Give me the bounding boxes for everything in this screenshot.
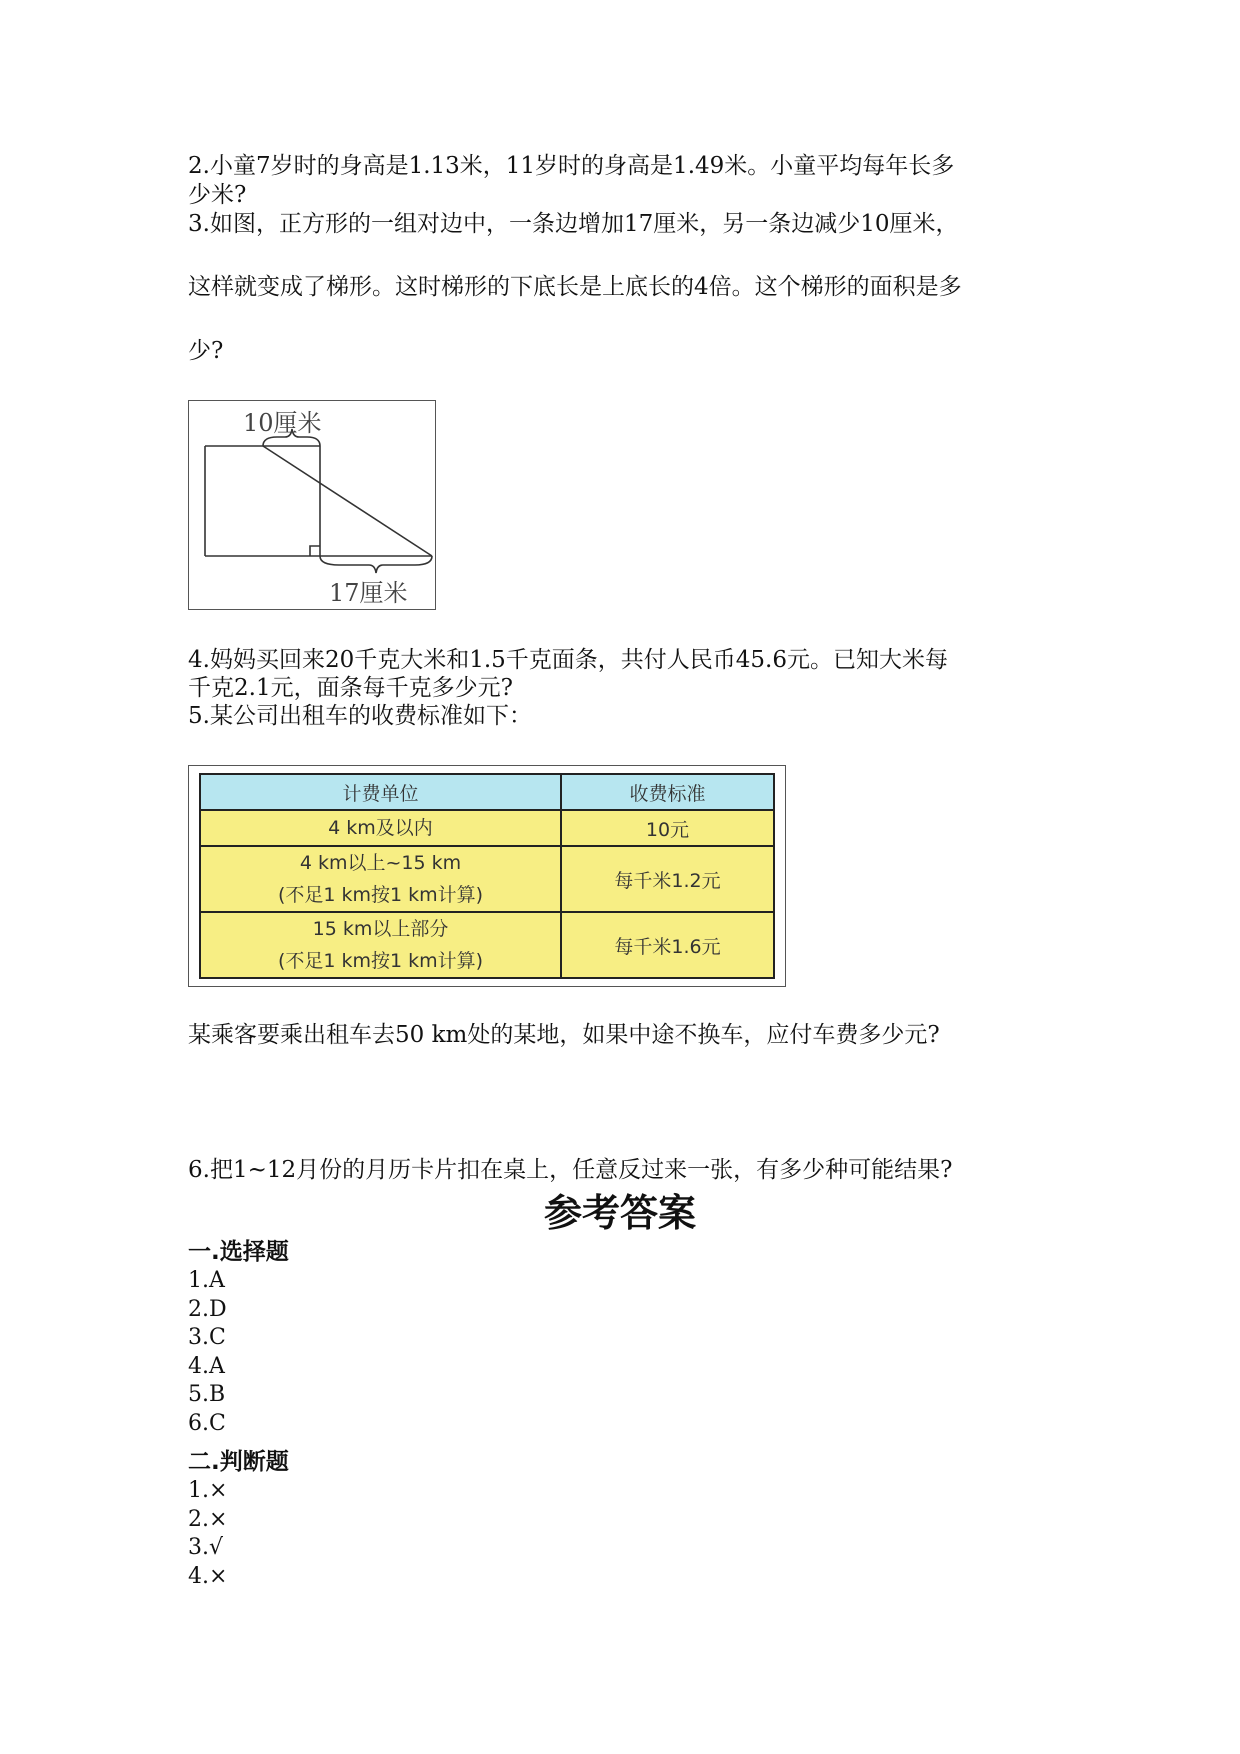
fee-table [199,773,775,979]
unit-line: 15 km以上部分 [312,918,449,940]
list-item: 3.C [188,1325,226,1351]
list-item: 4.A [188,1353,225,1379]
unit-line: 4 km及以内 [328,817,433,839]
q3-line3: 少? [188,338,224,364]
table-cell-unit [200,810,561,846]
table-cell-price: 每千米1.2元 [561,846,774,912]
judgment-answers-list [188,1477,227,1591]
table-header-price: 收费标准 [561,774,774,810]
table-row [200,912,774,978]
table-header-unit: 计费单位 [200,774,561,810]
q4-line2: 千克2.1元，面条每千克多少元? [188,675,513,701]
table-row [200,846,774,912]
q6-line: 6.把1~12月份的月历卡片扣在桌上，任意反过来一张，有多少种可能结果? [188,1157,953,1183]
table-cell-unit [200,846,561,912]
q5-line1: 5.某公司出租车的收费标准如下： [188,703,532,729]
answers-title: 参考答案 [543,1191,696,1235]
q2-line2: 少米? [188,182,247,208]
list-item: 4.× [188,1563,228,1589]
list-item: 3.√ [188,1535,224,1561]
section-heading-judgment: 二.判断题 [188,1449,289,1475]
list-item: 1.× [188,1478,228,1503]
table-cell-price: 每千米1.6元 [561,912,774,978]
unit-note: (不足1 km按1 km计算) [277,950,484,972]
q4-line1: 4.妈妈买回来20千克大米和1.5千克面条，共付人民币45.6元。已知大米每 [188,647,948,673]
list-item: 6.C [188,1410,226,1436]
unit-line: 4 km以上~15 km [299,852,462,874]
table-cell-price: 10元 [561,810,774,846]
list-item: 2.× [188,1506,228,1532]
fee-table-frame [188,765,786,987]
list-item: 1.A [188,1268,225,1293]
table-cell-unit [200,912,561,978]
table-row [200,810,774,846]
figure-bottom-label: 17厘米 [329,579,408,607]
unit-note: (不足1 km按1 km计算) [277,884,484,906]
q3-line2: 这样就变成了梯形。这时梯形的下底长是上底长的4倍。这个梯形的面积是多 [188,274,962,300]
figure-top-label: 10厘米 [243,409,322,437]
q3-line1: 3.如图，正方形的一组对边中，一条边增加17厘米，另一条边减少10厘米， [188,211,959,237]
trapezoid-figure [188,400,436,610]
q2-line1: 2.小童7岁时的身高是1.13米，11岁时的身高是1.49米。小童平均每年长多 [188,153,955,179]
q5-question: 某乘客要乘出租车去50 km处的某地，如果中途不换车，应付车费多少元? [188,1022,940,1048]
section-heading-choice: 一.选择题 [188,1239,289,1265]
list-item: 5.B [188,1382,226,1408]
list-item: 2.D [188,1296,227,1322]
choice-answers-list [188,1267,227,1439]
